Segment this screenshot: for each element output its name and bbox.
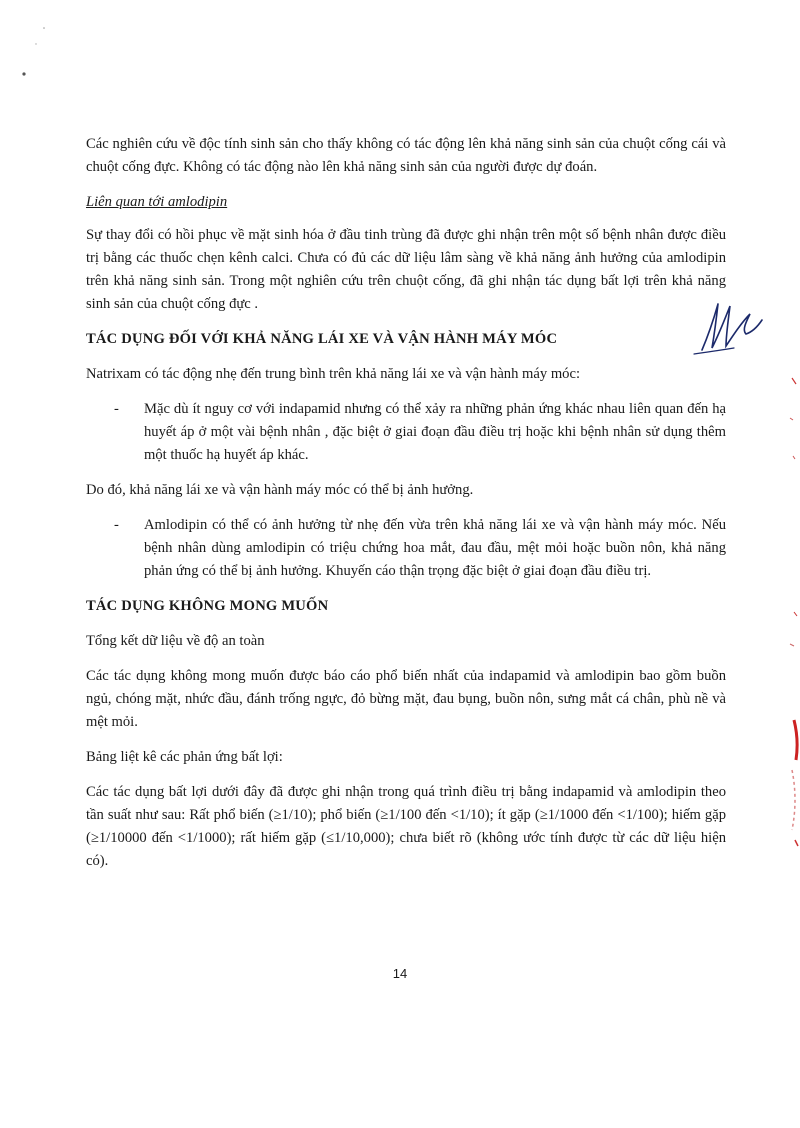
bullet-dash: - <box>114 517 119 533</box>
page-number: 14 <box>392 966 408 981</box>
table-intro-label: Bảng liệt kê các phản ứng bất lợi: <box>86 749 283 765</box>
bullet-text: Mặc dù ít nguy cơ với indapamid nhưng có thể xảy ra những phản ứng khác nhau liên quan đến hạ huyết áp ở một vài bệnh nhân , đặc biệt ở giai đoạn đầu điều trị hoặc khi bệnh nhân sử dụng thêm một thuốc hạ huyết áp khác. <box>144 401 726 463</box>
bullet-item-amlodipin <box>86 514 726 583</box>
amlodipin-paragraph: Sự thay đổi có hồi phục về mặt sinh hóa ở đầu tinh trùng đã được ghi nhận trên một số bệnh nhân được điều trị bằng các thuốc chẹn kênh calci. Chưa có đủ các dữ liệu lâm sàng về khả năng ảnh hưởng của amlodipin trên khả năng sinh sản. Trong một nghiên cứu trên chuột cống, đã ghi nhận tác dụng bất lợi trên khả năng sinh sản của chuột cống đực . <box>86 227 726 312</box>
driving-section-heading: TÁC DỤNG ĐỐI VỚI KHẢ NĂNG LÁI XE VÀ VẬN HÀNH MÁY MÓC <box>86 331 558 347</box>
adverse-section-heading: TÁC DỤNG KHÔNG MONG MUỐN <box>86 598 329 614</box>
reproductive-paragraph: Các nghiên cứu về độc tính sinh sản cho thấy không có tác động lên khả năng sinh sản của chuột cống cái và chuột cống đực. Không có tác động nào lên khả năng sinh sản của người được dự đoán. <box>86 136 726 175</box>
amlodipin-subheading: Liên quan tới amlodipin <box>86 194 228 210</box>
common-effects-paragraph: Các tác dụng không mong muốn được báo cáo phổ biến nhất của indapamid và amlodipin bao gồm buồn ngủ, chóng mặt, nhức đầu, đánh trống ngực, đỏ bừng mặt, đau bụng, buồn nôn, sưng mắt cá chân, phù nề và mệt mỏi. <box>86 668 726 730</box>
bullet-text: Amlodipin có thể có ảnh hưởng từ nhẹ đến vừa trên khả năng lái xe và vận hành máy móc. Nếu bệnh nhân dùng amlodipin có triệu chứng hoa mắt, đau đầu, mệt mỏi hoặc buồn nôn, khả năng phản ứng có thể bị ảnh hưởng. Khuyến cáo thận trọng đặc biệt ở giai đoạn đầu điều trị. <box>144 517 726 579</box>
driving-mid-paragraph: Do đó, khả năng lái xe và vận hành máy móc có thể bị ảnh hưởng. <box>86 482 474 498</box>
safety-summary-label: Tổng kết dữ liệu về độ an toàn <box>86 633 265 649</box>
driving-intro-paragraph: Natrixam có tác động nhẹ đến trung bình trên khả năng lái xe và vận hành máy móc: <box>86 366 581 382</box>
document-body <box>86 133 726 885</box>
frequency-paragraph: Các tác dụng bất lợi dưới đây đã được ghi nhận trong quá trình điều trị bằng indapamid và amlodipin theo tần suất như sau: Rất phổ biến (≥1/10); phổ biến (≥1/100 đến <1/10); ít gặp (≥1/1000 đến <1/100); hiếm gặp (≥1/10000 đến <1/1000); rất hiếm gặp (≤1/10,000); chưa biết rõ (không ước tính được từ các dữ liệu hiện có). <box>86 784 726 869</box>
bullet-item-indapamid <box>86 398 726 467</box>
bullet-dash: - <box>114 401 119 417</box>
